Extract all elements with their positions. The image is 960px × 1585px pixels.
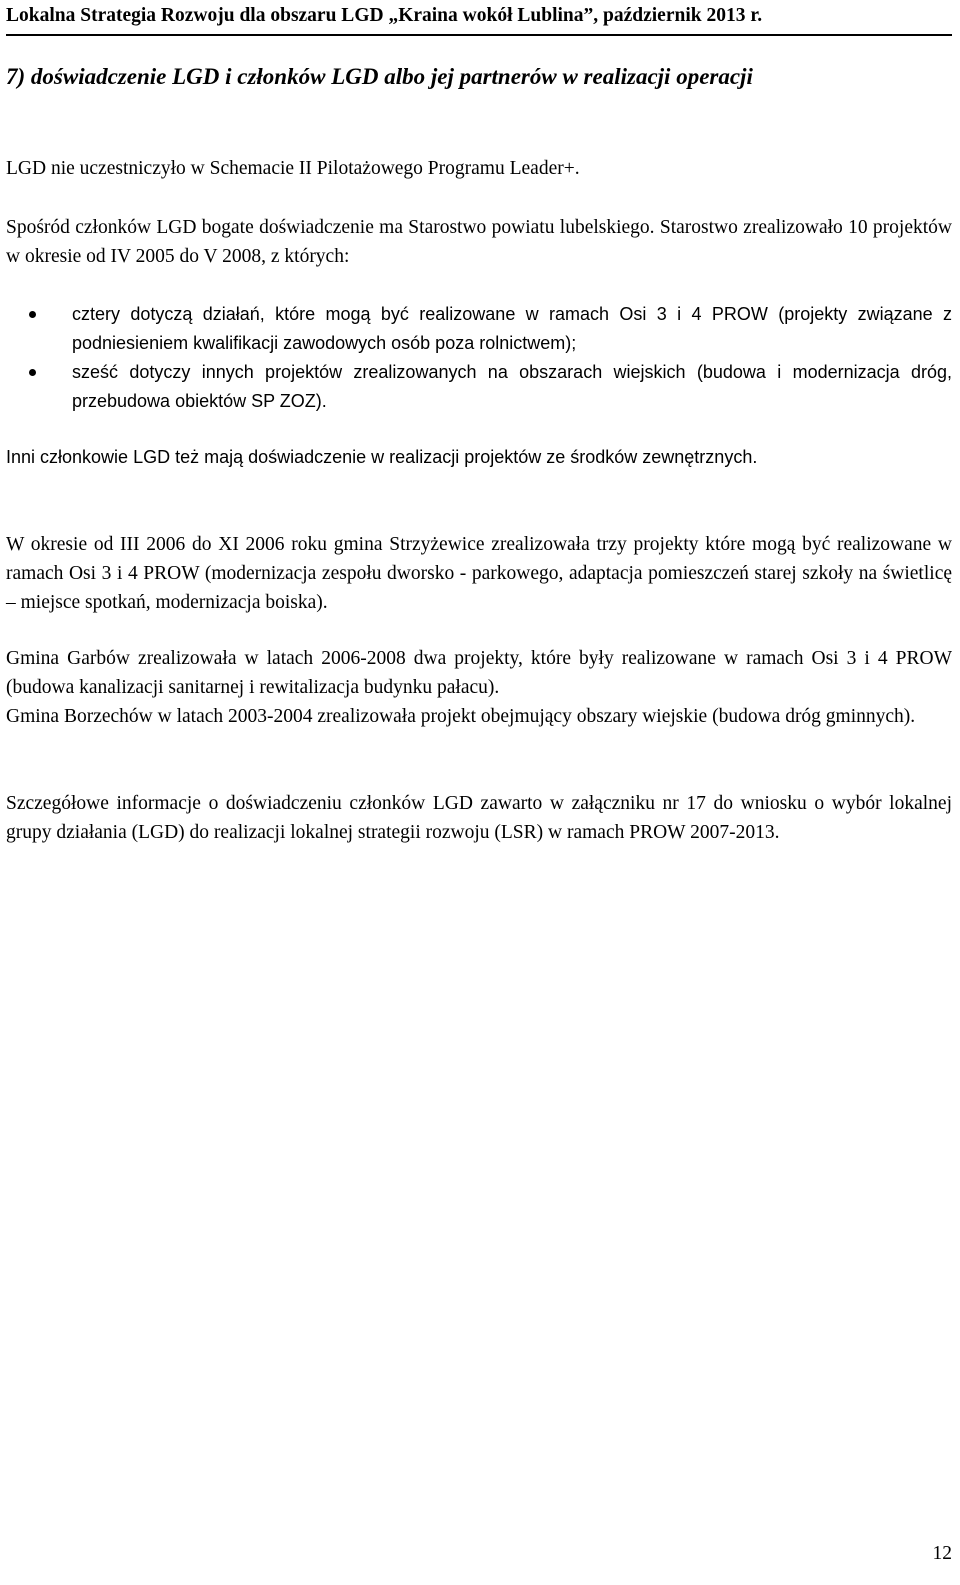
- bullet-item-1: [6, 300, 952, 358]
- paragraph-leader-plus: LGD nie uczestniczyło w Schemacie II Pilotażowego Programu Leader+.: [6, 158, 580, 179]
- bullet-dot-icon: [29, 311, 36, 318]
- bullet-item-text: cztery dotyczą działań, które mogą być realizowane w ramach Osi 3 i 4 PROW (projekty związane z podniesieniem kwalifikacji zawodowych osób poza rolnictwem);: [72, 304, 952, 353]
- paragraph-details-annex: Szczegółowe informacje o doświadczeniu członków LGD zawarto w załączniku nr 17 do wniosku o wybór lokalnej grupy działania (LGD) do realizacji lokalnej strategii rozwoju (LSR) w ramach PROW 2007-2013.: [6, 793, 952, 843]
- paragraph-garbow: Gmina Garbów zrealizowała w latach 2006-2008 dwa projekty, które były realizowane w ramach Osi 3 i 4 PROW (budowa kanalizacji sanitarnej i rewitalizacja budynku pałacu).: [6, 648, 952, 698]
- paragraph-other-members: Inni członkowie LGD też mają doświadczenie w realizacji projektów ze środków zewnętrznych.: [6, 447, 758, 467]
- section-heading: 7) doświadczenie LGD i członków LGD albo jej partnerów w realizacji operacji: [6, 64, 753, 89]
- paragraph-starostwo: Spośród członków LGD bogate doświadczenie ma Starostwo powiatu lubelskiego. Starostwo zrealizowało 10 projektów w okresie od IV 2005 do V 2008, z których:: [6, 217, 952, 267]
- bullet-item-text: sześć dotyczy innych projektów zrealizowanych na obszarach wiejskich (budowa i modernizacja dróg, przebudowa obiektów SP ZOZ).: [72, 362, 952, 411]
- project-bullet-list: [6, 300, 952, 416]
- paragraph-borzechow: Gmina Borzechów w latach 2003-2004 zrealizowała projekt obejmujący obszary wiejskie (budowa dróg gminnych).: [6, 706, 916, 727]
- bullet-item-2: [6, 358, 952, 416]
- bullet-dot-icon: [29, 369, 36, 376]
- page-number: 12: [932, 1543, 952, 1564]
- header-rule: [6, 34, 952, 36]
- paragraph-strzyzewice: W okresie od III 2006 do XI 2006 roku gmina Strzyżewice zrealizowała trzy projekty które mogą być realizowane w ramach Osi 3 i 4 PROW (modernizacja zespołu dworsko - parkowego, adaptacja pomieszczeń starej szkoły na świetlicę – miejsce spotkań, modernizacja boiska).: [6, 534, 952, 613]
- running-header: Lokalna Strategia Rozwoju dla obszaru LGD „Kraina wokół Lublina”, październik 2013 r.: [6, 5, 763, 26]
